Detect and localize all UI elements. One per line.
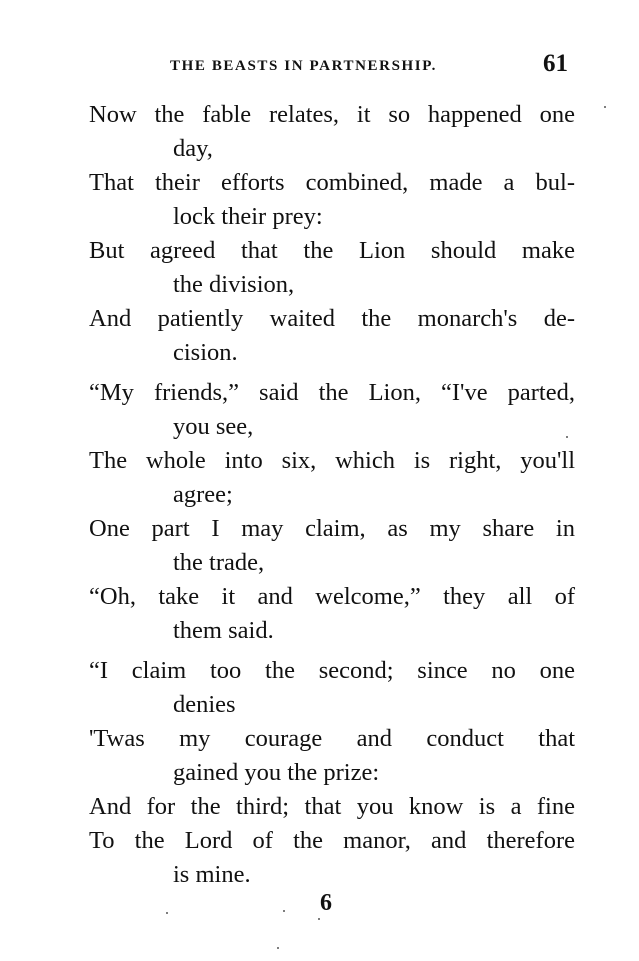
poem-body (89, 98, 575, 892)
print-speck (318, 918, 320, 920)
poem-line: One part I may claim, as my share in (89, 515, 575, 542)
poem-line: Now the fable relates, it so happened one (89, 101, 575, 128)
poem-line: To the Lord of the manor, and therefore (89, 827, 575, 854)
poem-line-continuation: is mine. (173, 861, 251, 888)
poem-line-continuation: gained you the prize: (173, 759, 380, 786)
print-speck (566, 436, 568, 438)
poem-line: And patiently waited the monarch's de- (89, 305, 575, 332)
poem-line-continuation: cision. (173, 339, 238, 366)
poem-line-continuation: the division, (173, 271, 295, 298)
poem-line-continuation: lock their prey: (173, 203, 323, 230)
poem-line-continuation: day, (173, 135, 213, 162)
running-head (170, 50, 570, 80)
poem-line: “Oh, take it and welcome,” they all of (89, 583, 575, 610)
poem-line-continuation: agree; (173, 481, 233, 508)
signature-mark: 6 (320, 890, 332, 916)
poem-line: 'Twas my courage and conduct that (89, 725, 575, 752)
page-number: 61 (543, 50, 568, 77)
print-speck (604, 106, 606, 108)
poem-line: That their efforts combined, made a bul- (89, 169, 575, 196)
poem-line: “My friends,” said the Lion, “I've parted, (89, 379, 575, 406)
poem-line: But agreed that the Lion should make (89, 237, 575, 264)
poem-line-continuation: you see, (173, 413, 254, 440)
poem-line: And for the third; that you know is a fine (89, 793, 575, 820)
poem-line: The whole into six, which is right, you'll (89, 447, 575, 474)
poem-line: “I claim too the second; since no one (89, 657, 575, 684)
poem-line-continuation: them said. (173, 617, 274, 644)
print-speck (277, 947, 279, 949)
poem-line-continuation: denies (173, 691, 236, 718)
poem-line-continuation: the trade, (173, 549, 265, 576)
print-speck (166, 912, 168, 914)
running-head-title: THE BEASTS IN PARTNERSHIP. (170, 58, 437, 74)
print-speck (283, 910, 285, 912)
